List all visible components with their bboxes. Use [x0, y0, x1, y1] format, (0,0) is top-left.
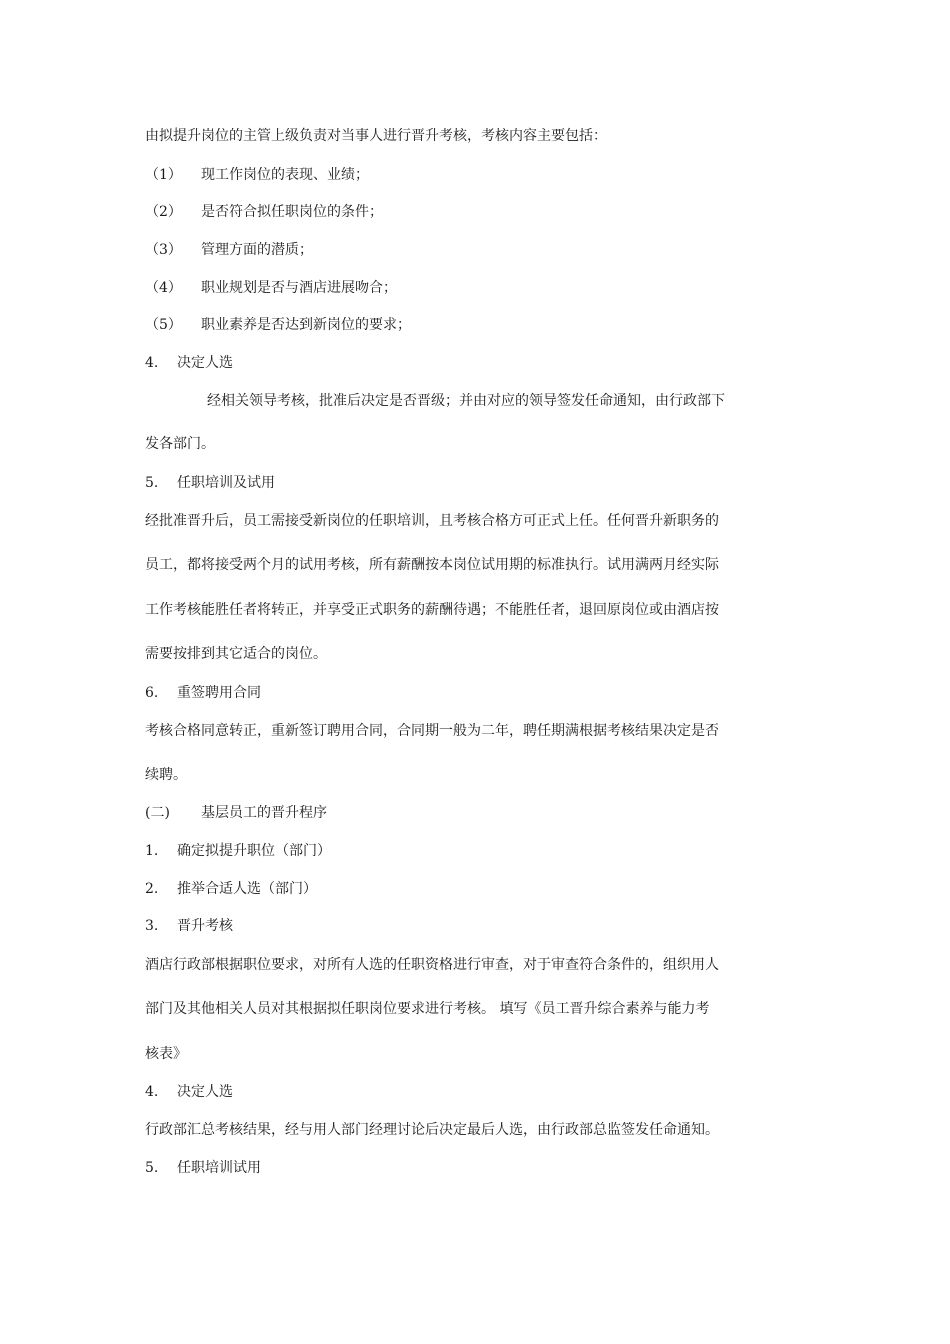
section-5-heading: [145, 474, 275, 492]
step-title: 推举合适人选（部门）: [177, 881, 317, 897]
step-2-heading: [145, 880, 317, 898]
exam-item-text: 职业规划是否与酒店进展吻合；: [201, 280, 397, 296]
exam-item-text: 是否符合拟任职岗位的条件；: [201, 204, 383, 220]
section-title: 决定人选: [177, 355, 233, 371]
step-title: 任职培训试用: [177, 1160, 261, 1176]
section-number: 5.: [145, 475, 159, 491]
section-5-body-line: 员工，都将接受两个月的试用考核，所有薪酬按本岗位试用期的标准执行。试用满两月经实际: [145, 557, 719, 573]
section-title: 重签聘用合同: [177, 685, 261, 701]
step-1-heading: [145, 842, 331, 860]
exam-item-5: [145, 316, 411, 334]
step-3-body-line: 部门及其他相关人员对其根据拟任职岗位要求进行考核。 填写《员工晋升综合素养与能力考: [145, 1001, 710, 1017]
exam-item-number: （3）: [145, 242, 182, 258]
exam-item-text: 职业素养是否达到新岗位的要求；: [201, 317, 411, 333]
section-6-body-line: 考核合格同意转正，重新签订聘用合同，合同期一般为二年，聘任期满根据考核结果决定是否: [145, 723, 719, 739]
section-4-body-line: 发各部门。: [145, 436, 215, 452]
exam-item-4: [145, 279, 397, 297]
step-title: 确定拟提升职位（部门）: [177, 843, 331, 859]
step-number: 5.: [145, 1160, 159, 1176]
step-title: 晋升考核: [177, 918, 233, 934]
part-2-heading: [145, 804, 327, 822]
part-number: (二): [145, 805, 170, 821]
step-number: 2.: [145, 881, 159, 897]
step-number: 4.: [145, 1084, 159, 1100]
part-title: 基层员工的晋升程序: [201, 805, 327, 821]
intro-paragraph: 由拟提升岗位的主管上级负责对当事人进行晋升考核，考核内容主要包括：: [145, 128, 607, 144]
step-3-body-line: 核表》: [145, 1046, 187, 1062]
step-number: 3.: [145, 918, 159, 934]
section-number: 6.: [145, 685, 159, 701]
exam-item-number: （5）: [145, 317, 182, 333]
step-4-heading: [145, 1083, 233, 1101]
section-number: 4.: [145, 355, 159, 371]
section-6-heading: [145, 684, 261, 702]
step-4-body-line: 行政部汇总考核结果，经与用人部门经理讨论后决定最后人选，由行政部总监签发任命通知。: [145, 1122, 719, 1138]
section-4-body-line: 经相关领导考核，批准后决定是否晋级；并由对应的领导签发任命通知，由行政部下: [207, 393, 725, 409]
step-number: 1.: [145, 843, 159, 859]
step-3-body-line: 酒店行政部根据职位要求，对所有人选的任职资格进行审查，对于审查符合条件的，组织用人: [145, 957, 719, 973]
section-5-body-line: 需要按排到其它适合的岗位。: [145, 646, 327, 662]
step-5-heading: [145, 1159, 261, 1177]
exam-item-text: 现工作岗位的表现、业绩；: [201, 167, 369, 183]
section-title: 任职培训及试用: [177, 475, 275, 491]
exam-item-1: [145, 166, 369, 184]
section-5-body-line: 工作考核能胜任者将转正，并享受正式职务的薪酬待遇；不能胜任者，退回原岗位或由酒店按: [145, 602, 719, 618]
exam-item-number: （1）: [145, 167, 182, 183]
exam-item-number: （4）: [145, 280, 182, 296]
exam-item-3: [145, 241, 313, 259]
exam-item-text: 管理方面的潜质；: [201, 242, 313, 258]
exam-item-2: [145, 203, 383, 221]
step-title: 决定人选: [177, 1084, 233, 1100]
section-4-heading: [145, 354, 233, 372]
step-3-heading: [145, 917, 233, 935]
section-6-body-line: 续聘。: [145, 767, 187, 783]
exam-item-number: （2）: [145, 204, 182, 220]
section-5-body-line: 经批准晋升后，员工需接受新岗位的任职培训，且考核合格方可正式上任。任何晋升新职务的: [145, 513, 719, 529]
